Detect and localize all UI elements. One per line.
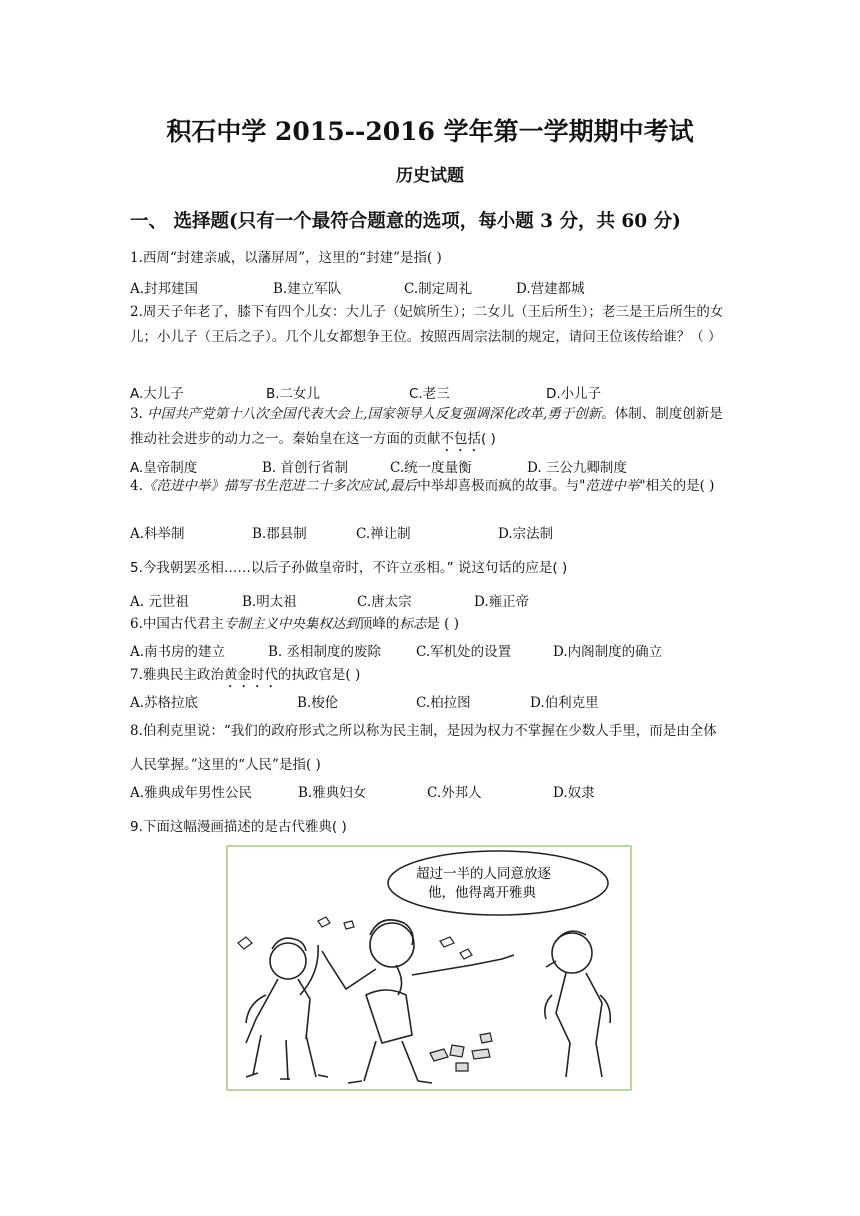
q1-option-a: A.封邦建国 xyxy=(130,281,199,297)
q5-option-a: A. 元世祖 xyxy=(130,594,189,610)
question-8-stem: 8.伯利克里说：“我们的政府形式之所以称为民主制，是因为权力不掌握在少数人手里，而是由全体人民掌握。”这里的“人民”是指( ) xyxy=(130,723,717,773)
section-heading: 一、 选择题(只有一个最符合题意的选项，每小题 3 分，共 60 分) xyxy=(130,211,681,232)
q3-stem-emphasis: 不包括 xyxy=(440,431,481,447)
exam-subtitle: 历史试题 xyxy=(396,166,464,186)
q6-option-b: B. 丞相制度的废除 xyxy=(268,644,382,660)
speech-bubble-line-1: 超过一半的人同意放逐 xyxy=(416,866,551,882)
question-3-stem xyxy=(130,402,730,455)
q4-option-a: A.科举制 xyxy=(130,526,185,542)
q8-option-d: D.奴隶 xyxy=(553,785,595,801)
q3-option-a: A.皇帝制度 xyxy=(130,460,198,476)
q3-stem-part-2: 中国共产党第十八次全国代表大会上,国家领导人反复强调深化改革,勇于创新 xyxy=(147,406,602,422)
q8-option-a: A.雅典成年男性公民 xyxy=(130,785,253,801)
q4-stem-part-3: 中举却喜极而疯的故事。与" xyxy=(417,478,586,494)
question-6-stem xyxy=(130,612,459,632)
question-7-stem xyxy=(130,663,360,691)
q7-option-a: A.苏格拉底 xyxy=(130,695,199,711)
q3-stem-part-5: ( ) xyxy=(481,431,496,447)
exam-title: 积石中学 2015--2016 学年第一学期期中考试 xyxy=(166,117,694,146)
q1-option-d: D.营建都城 xyxy=(516,281,585,297)
question-5-stem: 5.今我朝罢丞相……以后子孙做皇帝时，不许立丞相。” 说这句话的应是( ) xyxy=(130,560,568,576)
q4-option-b: B.郡县制 xyxy=(252,526,307,542)
q7-option-c: C.柏拉图 xyxy=(416,695,471,711)
q3-stem-part-1: 3. xyxy=(130,406,148,422)
q3-option-b: B. 首创行省制 xyxy=(262,460,349,476)
q6-option-d: D.内阁制度的确立 xyxy=(553,644,663,660)
q4-option-c: C.禅让制 xyxy=(356,526,411,542)
q6-stem-part-2: 专制主义中央集权达到 xyxy=(223,616,359,632)
q6-option-c: C.军机处的设置 xyxy=(416,644,512,660)
q7-option-d: D.伯利克里 xyxy=(530,695,599,711)
q2-option-d: D.小儿子 xyxy=(546,386,602,402)
question-4-stem xyxy=(130,474,730,499)
q6-stem-part-1: 6.中国古代君主 xyxy=(130,616,224,632)
q4-stem-part-1: 4. xyxy=(130,478,143,494)
question-1-stem: 1.西周“封建亲戚，以藩屏周”，这里的“封建”是指( ) xyxy=(130,250,442,266)
q7-option-b: B.梭伦 xyxy=(297,695,339,711)
q4-option-d: D.宗法制 xyxy=(498,526,554,542)
question-2-stem: 2.周天子年老了，膝下有四个儿女：大儿子（妃嫔所生）；二女儿（王后所生）；老三是王后所生的女儿；小儿子（王后之子）。几个儿女都想争王位。按照西周宗法制的规定，请问王位该传给谁？（ ） xyxy=(130,304,724,345)
q6-option-a: A.南书房的建立 xyxy=(130,644,226,660)
q1-option-c: C.制定周礼 xyxy=(404,281,473,297)
q5-option-c: C.唐太宗 xyxy=(357,594,412,610)
q1-option-b: B.建立军队 xyxy=(273,281,342,297)
question-9-stem: 9.下面这幅漫画描述的是古代雅典( ) xyxy=(130,819,347,835)
q6-stem-part-5: 是 ( ) xyxy=(426,616,460,632)
q2-option-b: B.二女儿 xyxy=(266,386,321,402)
q8-option-c: C.外邦人 xyxy=(427,785,482,801)
q7-stem-part-3: 的执政官是( ) xyxy=(277,667,361,683)
q6-stem-part-3: 顶峰的 xyxy=(358,616,400,632)
q6-stem-part-4: 标志 xyxy=(399,616,427,632)
speech-bubble-line-2: 他，他得离开雅典 xyxy=(428,885,536,901)
q5-option-b: B.明太祖 xyxy=(242,594,297,610)
ostracism-cartoon xyxy=(226,845,632,1091)
q8-option-b: B.雅典妇女 xyxy=(298,785,367,801)
q2-option-a: A.大儿子 xyxy=(130,386,184,402)
q2-option-c: C.老三 xyxy=(409,386,450,402)
q4-stem-part-4: 范进中举 xyxy=(585,478,640,494)
q5-option-d: D.雍正帝 xyxy=(474,594,530,610)
q3-option-d: D. 三公九卿制度 xyxy=(527,460,627,476)
q3-option-c: C.统一度量衡 xyxy=(390,460,472,476)
q7-stem-part-1: 7.雅典民主政治 xyxy=(130,667,224,683)
q4-stem-part-2: 《范进中举》描写书生范进二十多次应试,最后 xyxy=(142,478,418,494)
q4-stem-part-5: "相关的是( ) xyxy=(639,478,715,494)
q7-stem-emphasis: 黄金时代 xyxy=(223,667,278,683)
q3-stem-part-3: 。体制、制度创新是推动社会进步的动力之一。秦始皇在这一方面的贡献 xyxy=(130,406,723,447)
